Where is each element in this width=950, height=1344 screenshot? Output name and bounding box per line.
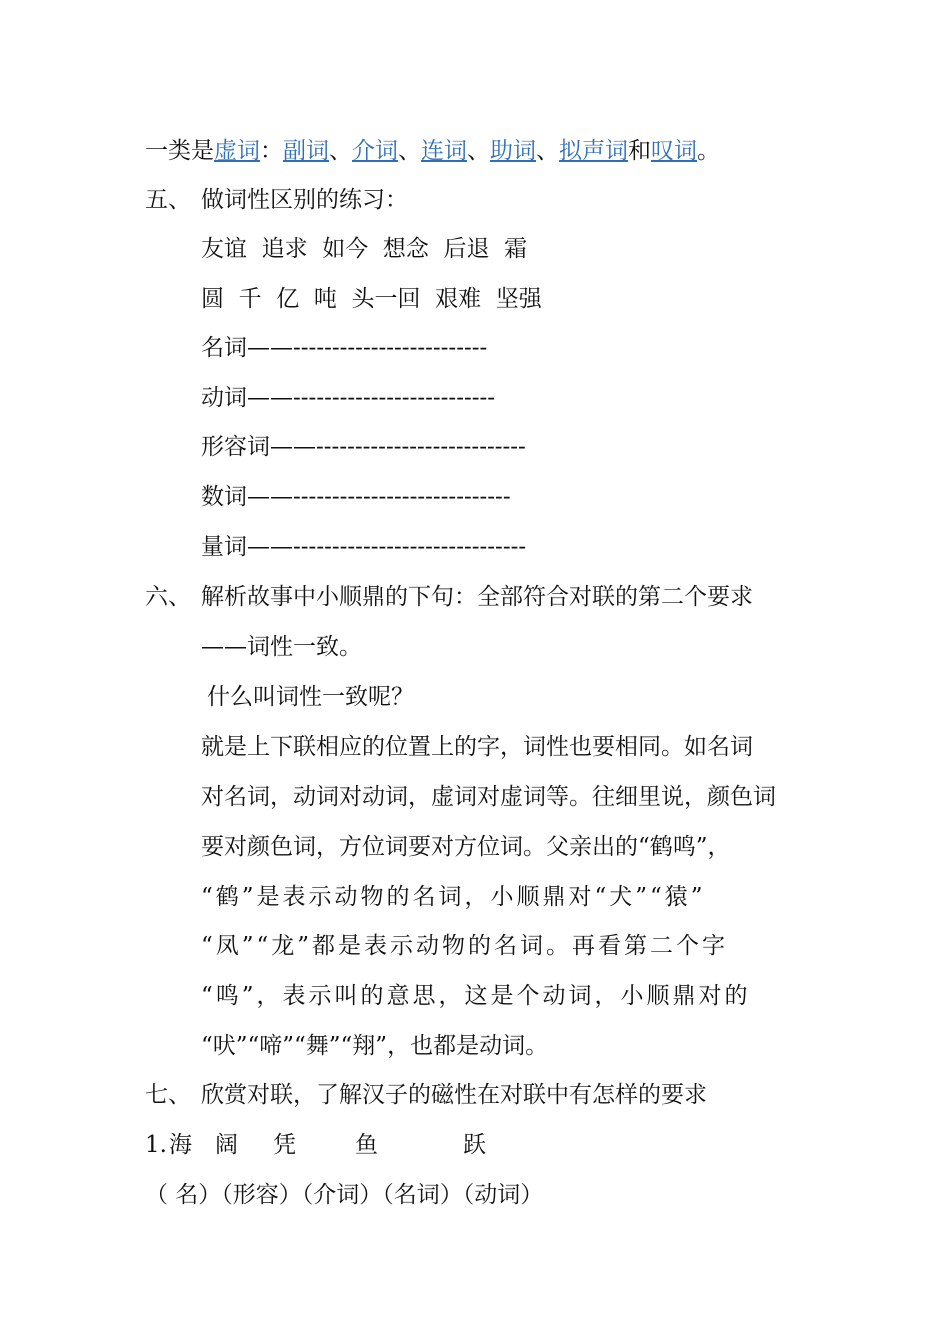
paragraph-line: “凤”“龙”都是表示动物的名词。再看第二个字 xyxy=(201,933,729,959)
link-adverb[interactable]: 副词 xyxy=(283,138,329,164)
section-number: 六、 xyxy=(145,584,191,610)
line-prefix: 一类是 xyxy=(145,138,214,164)
couplet-char: 海 xyxy=(169,1132,192,1158)
section-number: 五、 xyxy=(145,187,191,213)
section-5-heading xyxy=(145,185,408,215)
question-text: 什么叫词性一致呢？ xyxy=(207,684,414,710)
couplet-parts-of-speech: （ 名）（形容）（介词）（名词）（动词） xyxy=(145,1182,544,1208)
link-auxiliary[interactable]: 助词 xyxy=(490,138,536,164)
blank-measure-word: 量词——------------------------------ xyxy=(201,534,527,560)
link-preposition[interactable]: 介词 xyxy=(352,138,398,164)
blank-numeral: 数词——---------------------------- xyxy=(201,484,511,510)
link-conjunction[interactable]: 连词 xyxy=(421,138,467,164)
separator: 、 xyxy=(398,138,421,164)
colon: ： xyxy=(260,138,283,164)
section-6-heading xyxy=(145,582,753,612)
couplet-char: 跃 xyxy=(463,1132,486,1158)
paragraph-line: “鹤”是表示动物的名词，小顺鼎对“犬”“猿” xyxy=(201,884,706,910)
link-onomatopoeia[interactable]: 拟声词 xyxy=(559,138,628,164)
section-7-heading xyxy=(145,1080,707,1110)
section-title: 解析故事中小顺鼎的下句：全部符合对联的第二个要求 xyxy=(201,584,753,610)
section-title: 做词性区别的练习： xyxy=(201,187,408,213)
conjunction-and: 和 xyxy=(628,138,651,164)
function-words-line xyxy=(145,136,720,166)
paragraph-line: 要对颜色词，方位词要对方位词。父亲出的“鹤鸣”， xyxy=(201,834,731,860)
separator: 、 xyxy=(329,138,352,164)
couplet-char: 凭 xyxy=(273,1132,296,1158)
word-list-row-2: 圆 千 亿 吨 头一回 艰难 坚强 xyxy=(201,286,542,312)
word-list-row-1: 友谊 追求 如今 想念 后退 霜 xyxy=(201,236,528,262)
blank-verb: 动词——-------------------------- xyxy=(201,385,496,411)
paragraph-line: “吠”“啼”“舞”“翔”，也都是动词。 xyxy=(201,1033,549,1059)
paragraph-line: 就是上下联相应的位置上的字，词性也要相同。如名词 xyxy=(201,734,753,760)
couplet-char: 阔 xyxy=(215,1132,238,1158)
blank-noun: 名词——------------------------- xyxy=(201,335,488,361)
paragraph-line: 对名词，动词对动词，虚词对虚词等。往细里说，颜色词 xyxy=(201,784,776,810)
section-title-continued: ——词性一致。 xyxy=(201,634,362,660)
blank-adjective: 形容词——--------------------------- xyxy=(201,434,526,460)
paragraph-line: “鸣”，表示叫的意思，这是个动词，小顺鼎对的 xyxy=(201,983,751,1009)
couplet-char: 鱼 xyxy=(355,1132,378,1158)
separator: 、 xyxy=(536,138,559,164)
link-interjection[interactable]: 叹词 xyxy=(651,138,697,164)
couplet-example xyxy=(145,1130,486,1160)
link-function-words[interactable]: 虚词 xyxy=(214,138,260,164)
section-title: 欣赏对联，了解汉子的磁性在对联中有怎样的要求 xyxy=(201,1082,707,1108)
period: 。 xyxy=(697,138,720,164)
separator: 、 xyxy=(467,138,490,164)
example-number: 1. xyxy=(145,1132,167,1158)
section-number: 七、 xyxy=(145,1082,191,1108)
